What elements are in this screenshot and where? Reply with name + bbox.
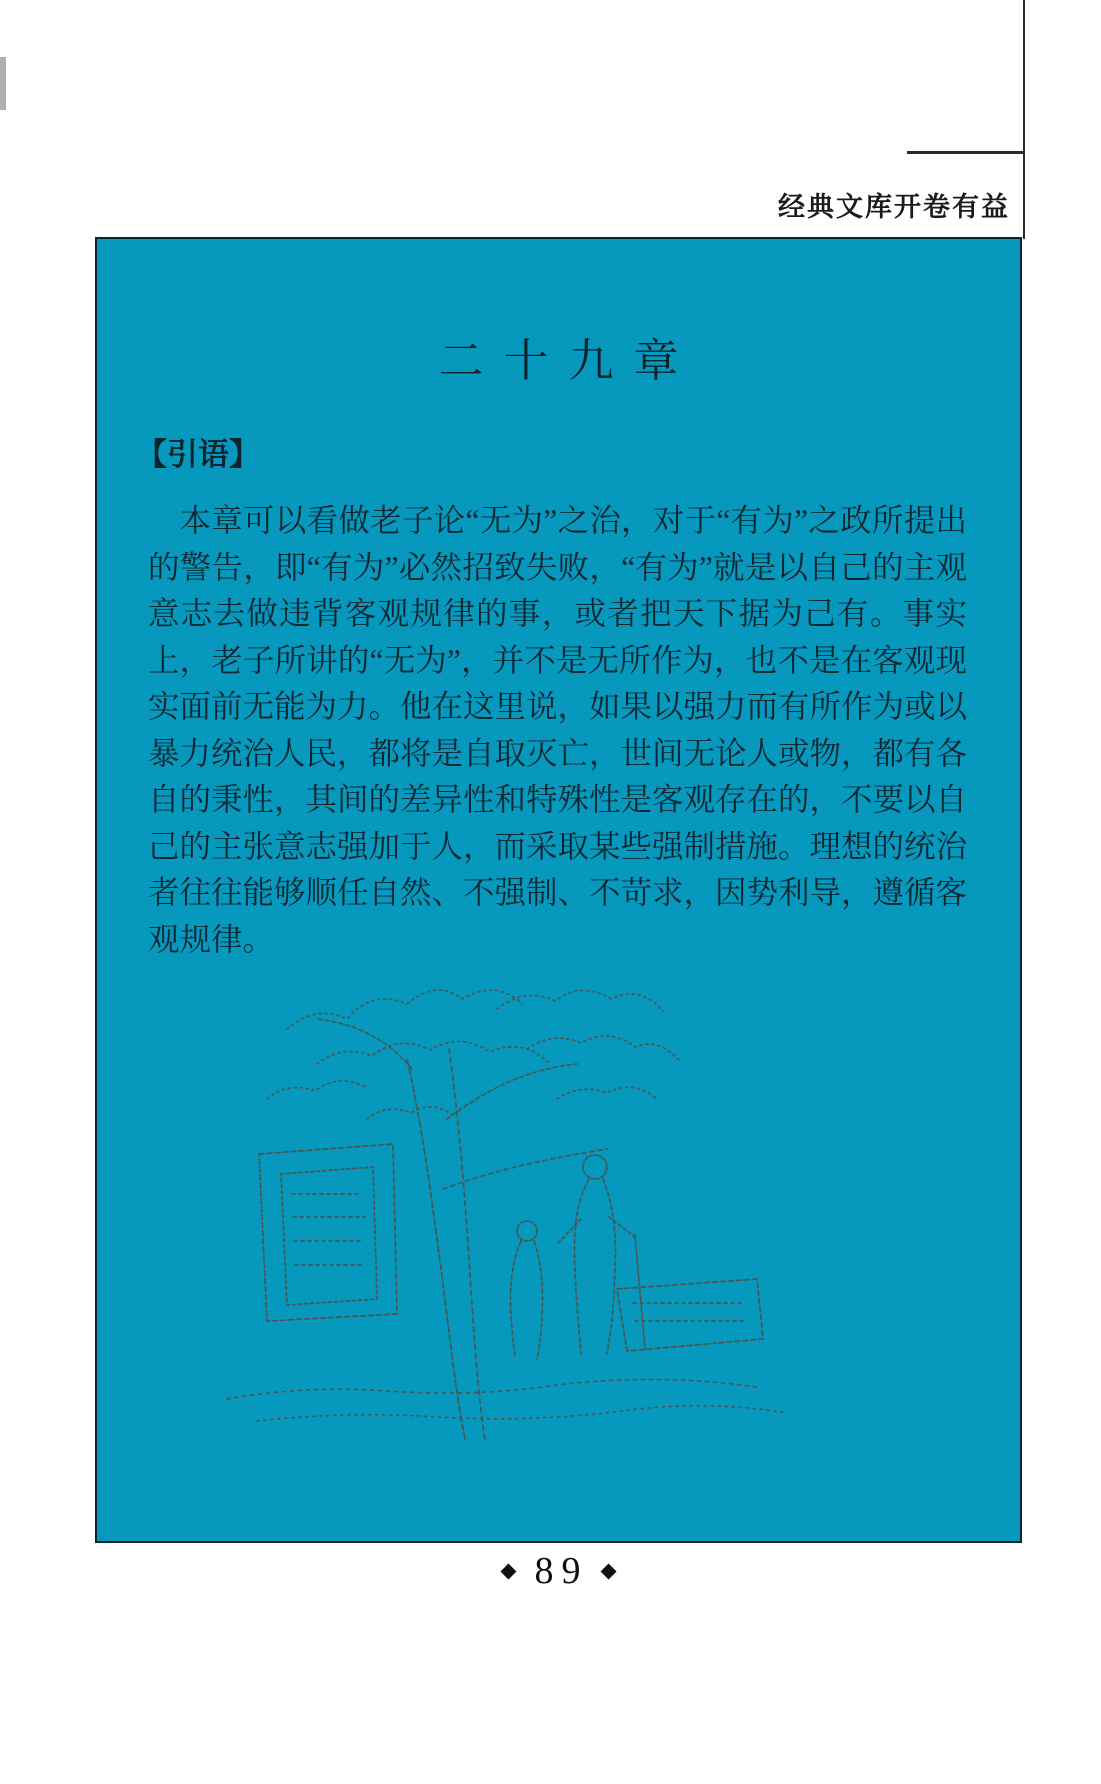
diamond-icon: ◆ (600, 1558, 617, 1582)
woodcut-illustration (197, 969, 817, 1449)
section-label: 【引语】 (136, 437, 260, 472)
tree-figures-sketch-icon (197, 969, 817, 1449)
chapter-title: 二十九章 (438, 336, 699, 386)
intro-paragraph: 本章可以看做老子论“无为”之治，对于“有为”之政所提出的警告，即“有为”必然招致失败，“有为”就是以自己的主观意志去做违背客观规律的事，或者把天下据为己有。事实上，老子所讲的“无为”，并不是无所作为，也不是在客观现实面前无能为力。他在这里说，如果以强力而有所作为或以暴力统治人民，都将是自取灭亡，世间无论人或物，都有各自的秉性，其间的差异性和特殊性是客观存在的，不要以自己的主张意志强加于人，而采取某些强制措施。理想的统治者往往能够顺任自然、不强制、不苛求，因势利导，遵循客观规律。 (148, 503, 968, 957)
diamond-icon: ◆ (500, 1558, 517, 1582)
page-rule-vertical (1023, 0, 1025, 239)
scan-edge-mark (0, 57, 6, 110)
running-header: 经典文库开卷有益 (778, 192, 1010, 222)
page-footer (95, 1552, 1022, 1590)
page-number: 89 (534, 1550, 589, 1592)
header-rule-horizontal (907, 151, 1025, 154)
content-panel (95, 237, 1022, 1543)
